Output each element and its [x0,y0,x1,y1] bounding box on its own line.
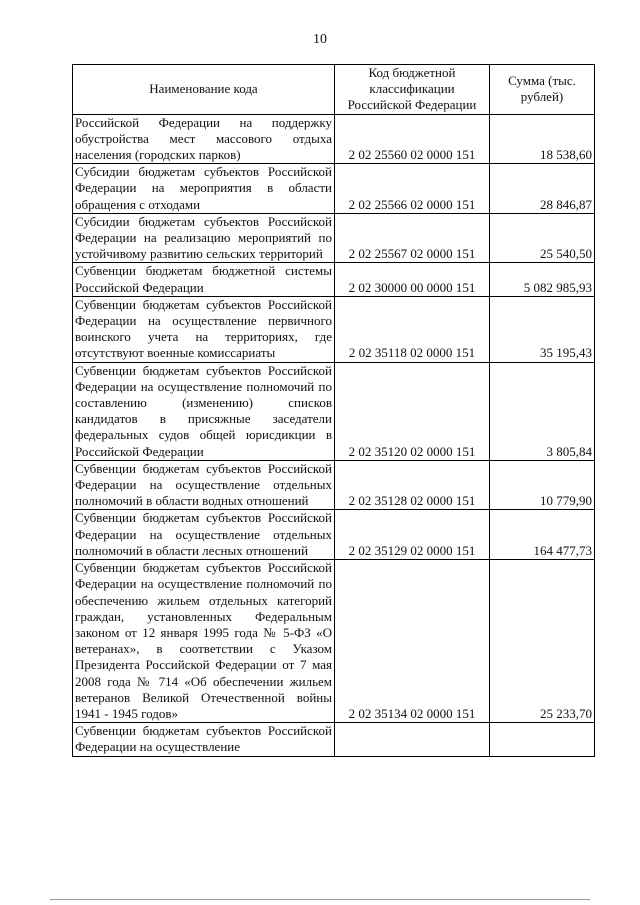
header-sum: Сумма (тыс. рублей) [490,65,595,115]
row-name: Субвенции бюджетам субъектов Российской Федерации на осуществление первичного воинского учета на территориях, где отсутствуют военные комиссариаты [73,296,335,362]
table-row [73,263,595,296]
row-code: 2 02 25566 02 0000 151 [335,164,490,214]
row-sum [490,723,595,756]
page-bottom-divider [50,899,590,900]
row-code: 2 02 35118 02 0000 151 [335,296,490,362]
row-sum: 25 233,70 [490,560,595,723]
row-sum: 5 082 985,93 [490,263,595,296]
row-name: Субвенции бюджетам субъектов Российской Федерации на осуществление полномочий по составлению (изменению) списков кандидатов в присяжные заседатели федеральных судов общей юрисдикции в Российской Федерации [73,362,335,460]
table-row [73,362,595,460]
row-name: Субвенции бюджетам субъектов Российской Федерации на осуществление полномочий по обеспечению жильем отдельных категорий граждан, установленных Федеральным законом от 12 января 1995 года № 5-ФЗ «О ветеранах», в соответствии с Указом Президента Российской Федерации от 7 мая 2008 года № 714 «Об обеспечении жильем ветеранов Великой Отечественной войны 1941 - 1945 годов» [73,560,335,723]
row-code: 2 02 25560 02 0000 151 [335,114,490,164]
row-code: 2 02 35128 02 0000 151 [335,460,490,510]
table-row [73,460,595,510]
row-name: Российской Федерации на поддержку обустройства мест массового отдыха населения (городских парков) [73,114,335,164]
table-row [73,296,595,362]
table-row [73,560,595,723]
row-name: Субсидии бюджетам субъектов Российской Федерации на реализацию мероприятий по устойчивому развитию сельских территорий [73,213,335,263]
row-code [335,723,490,756]
row-sum: 3 805,84 [490,362,595,460]
page-number: 10 [313,32,327,47]
row-sum: 35 195,43 [490,296,595,362]
row-sum: 28 846,87 [490,164,595,214]
table-row [73,114,595,164]
row-name: Субвенции бюджетам субъектов Российской Федерации на осуществление отдельных полномочий в области водных отношений [73,460,335,510]
row-sum: 25 540,50 [490,213,595,263]
table-row [73,510,595,560]
row-name: Субвенции бюджетам бюджетной системы Российской Федерации [73,263,335,296]
table-row [73,723,595,756]
row-code: 2 02 30000 00 0000 151 [335,263,490,296]
budget-table [72,64,595,757]
header-name: Наименование кода [73,65,335,115]
table-row [73,213,595,263]
row-name: Субсидии бюджетам субъектов Российской Федерации на мероприятия в области обращения с отходами [73,164,335,214]
row-name: Субвенции бюджетам субъектов Российской Федерации на осуществление отдельных полномочий в области лесных отношений [73,510,335,560]
row-sum: 18 538,60 [490,114,595,164]
header-code: Код бюджетной классификации Российской Федерации [335,65,490,115]
row-code: 2 02 35134 02 0000 151 [335,560,490,723]
row-code: 2 02 25567 02 0000 151 [335,213,490,263]
row-code: 2 02 35120 02 0000 151 [335,362,490,460]
row-name: Субвенции бюджетам субъектов Российской Федерации на осуществление [73,723,335,756]
table-header-row [73,65,595,115]
row-sum: 10 779,90 [490,460,595,510]
row-code: 2 02 35129 02 0000 151 [335,510,490,560]
row-sum: 164 477,73 [490,510,595,560]
table-row [73,164,595,214]
